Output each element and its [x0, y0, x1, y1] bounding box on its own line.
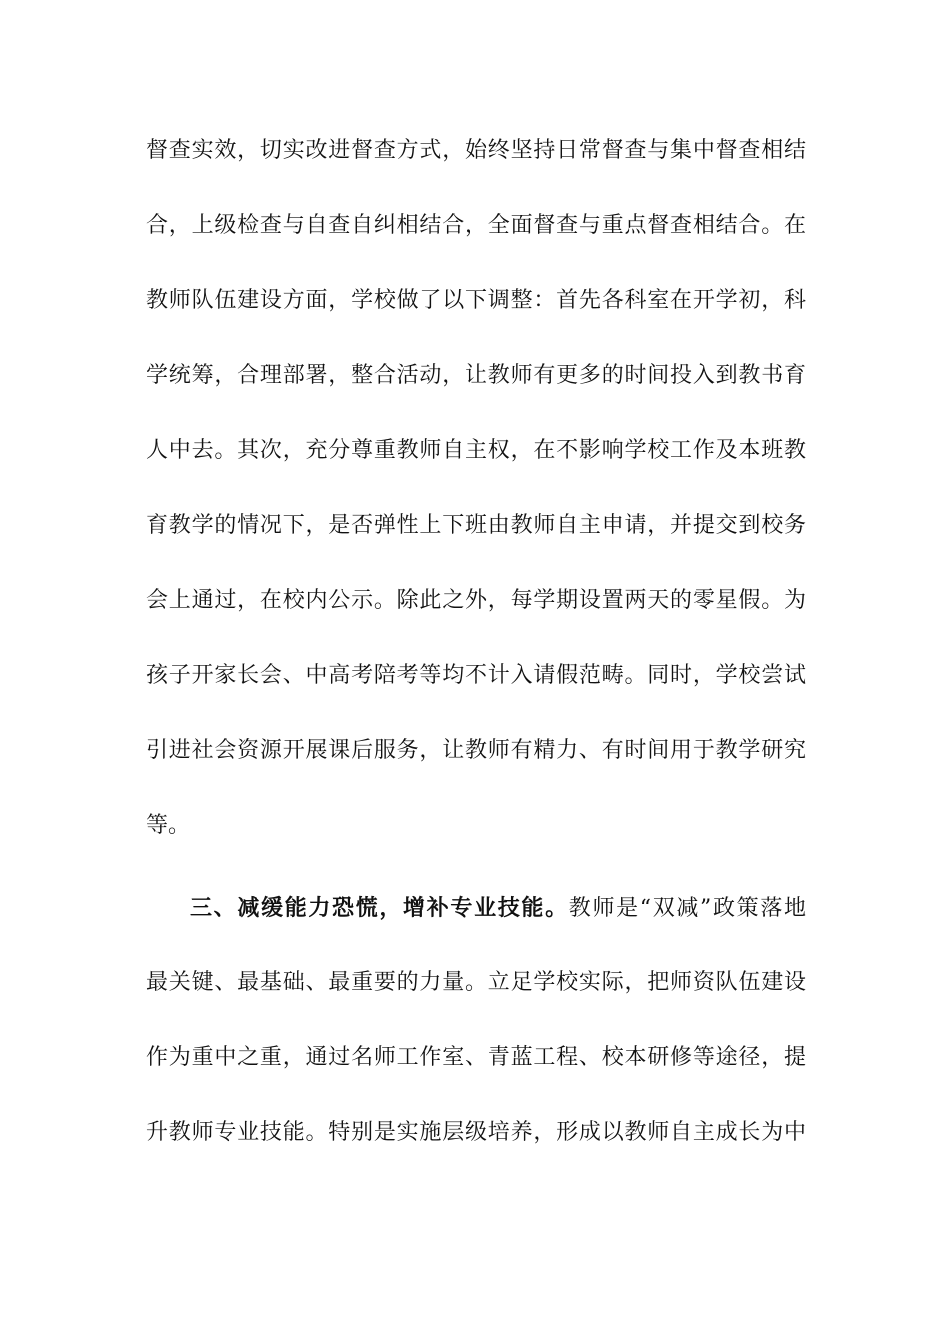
paragraph-line: 学统筹，合理部署，整合活动，让教师有更多的时间投入到教书育	[146, 363, 806, 388]
paragraph-line: 督查实效，切实改进督查方式，始终坚持日常督查与集中督查相结	[146, 138, 806, 163]
paragraph-line: 孩子开家长会、中高考陪考等均不计入请假范畴。同时，学校尝试	[146, 663, 806, 688]
paragraph-line: 会上通过，在校内公示。除此之外，每学期设置两天的零星假。为	[146, 588, 806, 613]
paragraph-line: 教师队伍建设方面，学校做了以下调整：首先各科室在开学初，科	[146, 288, 806, 313]
paragraph-line: 升教师专业技能。特别是实施层级培养，形成以教师自主成长为中	[146, 1120, 806, 1145]
section-3-first-line	[190, 893, 806, 923]
section-3-intro: 教师是“双减”政策落地	[568, 896, 806, 921]
paragraph-line: 等。	[146, 813, 191, 838]
paragraph-line: 育教学的情况下，是否弹性上下班由教师自主申请，并提交到校务	[146, 513, 806, 538]
paragraph-line: 引进社会资源开展课后服务，让教师有精力、有时间用于教学研究	[146, 738, 806, 763]
paragraph-line: 合，上级检查与自查自纠相结合，全面督查与重点督查相结合。在	[146, 213, 806, 238]
paragraph-line: 人中去。其次，充分尊重教师自主权，在不影响学校工作及本班教	[146, 438, 806, 463]
section-3-heading: 三、减缓能力恐慌，增补专业技能。	[190, 895, 569, 921]
paragraph-line: 作为重中之重，通过名师工作室、青蓝工程、校本研修等途径，提	[146, 1045, 806, 1070]
paragraph-line: 最关键、最基础、最重要的力量。立足学校实际，把师资队伍建设	[146, 970, 806, 995]
